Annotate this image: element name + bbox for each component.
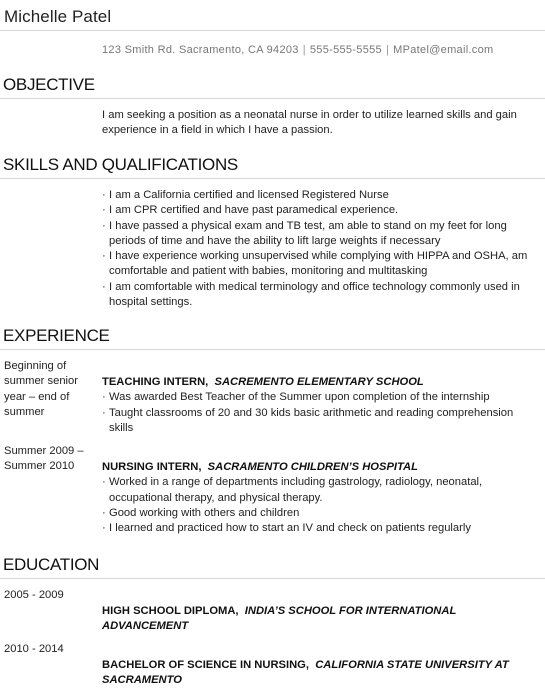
entry-bullet: · Taught classrooms of 20 and 30 kids basic arithmetic and reading comprehension skills xyxy=(102,406,532,437)
education-heading: EDUCATION xyxy=(3,555,100,574)
experience-heading: EXPERIENCE xyxy=(3,326,110,345)
entry-title xyxy=(102,658,532,689)
experience-entry xyxy=(102,375,532,436)
experience-date: Summer 2009 – Summer 2010 xyxy=(4,445,84,473)
skill-item: · I am a California certified and licensed Registered Nurse xyxy=(102,188,532,203)
skill-item: · I have experience working unsupervised while complying with HIPPA and OSHA, am comfortable and patient with babies, monitoring and multitasking xyxy=(102,249,532,280)
experience-entry xyxy=(102,460,532,536)
entry-position: TEACHING INTERN, xyxy=(102,376,209,388)
experience-divider xyxy=(0,349,545,350)
education-divider xyxy=(0,578,545,579)
contact-email[interactable]: MPatel@email.com xyxy=(393,44,494,56)
entry-organization: SACREMENTO ELEMENTARY SCHOOL xyxy=(214,376,424,388)
skill-item: · I am comfortable with medical terminology and office technology commonly used in hospital settings. xyxy=(102,280,532,311)
entry-bullets xyxy=(102,475,532,536)
objective-heading: OBJECTIVE xyxy=(3,75,95,94)
education-date: 2005 - 2009 xyxy=(4,589,64,601)
entry-bullet: · Was awarded Best Teacher of the Summer upon completion of the internship xyxy=(102,390,532,405)
entry-school: CALIFORNIA STATE UNIVERSITY AT SACRAMENTO xyxy=(102,659,509,687)
entry-school: INDIA’S SCHOOL FOR INTERNATIONAL ADVANCEMENT xyxy=(102,605,457,633)
skill-item: · I am CPR certified and have past paramedical experience. xyxy=(102,203,532,218)
experience-date: Beginning of summer senior year – end of summer xyxy=(4,360,78,418)
contact-line: 123 Smith Rd. Sacramento, CA 94203 | 555-555-5555 | MPatel@email.com xyxy=(102,44,494,56)
entry-bullet: · I learned and practiced how to start an IV and check on patients regularly xyxy=(102,521,532,536)
applicant-name: Michelle Patel xyxy=(4,7,112,26)
education-date: 2010 - 2014 xyxy=(4,643,64,655)
entry-position: NURSING INTERN, xyxy=(102,461,202,473)
header-divider xyxy=(0,30,545,31)
education-entry xyxy=(102,658,532,689)
contact-phone: 555-555-5555 xyxy=(309,44,382,56)
skills-heading: SKILLS AND QUALIFICATIONS xyxy=(3,155,238,174)
entry-title xyxy=(102,375,532,390)
entry-degree: HIGH SCHOOL DIPLOMA, xyxy=(102,605,239,617)
entry-bullet: · Good working with others and children xyxy=(102,506,532,521)
entry-bullet: · Worked in a range of departments including gastrology, radiology, neonatal, occupational therapy, and physical therapy. xyxy=(102,475,532,506)
entry-bullets xyxy=(102,390,532,436)
objective-divider xyxy=(0,98,545,99)
education-entry xyxy=(102,604,532,635)
entry-title xyxy=(102,460,532,475)
objective-text: I am seeking a position as a neonatal nurse in order to utilize learned skills and gain experience in a field in which I have a passion. xyxy=(102,109,517,137)
entry-title xyxy=(102,604,532,635)
entry-organization: SACRAMENTO CHILDREN’S HOSPITAL xyxy=(207,461,418,473)
skill-item: · I have passed a physical exam and TB test, am able to stand on my feet for long periods of time and have the ability to lift large weights if necessary xyxy=(102,219,532,250)
entry-degree: BACHELOR OF SCIENCE IN NURSING, xyxy=(102,659,309,671)
skills-divider xyxy=(0,178,545,179)
contact-address: 123 Smith Rd. Sacramento, CA 94203 xyxy=(102,44,299,56)
skills-list xyxy=(102,188,532,310)
